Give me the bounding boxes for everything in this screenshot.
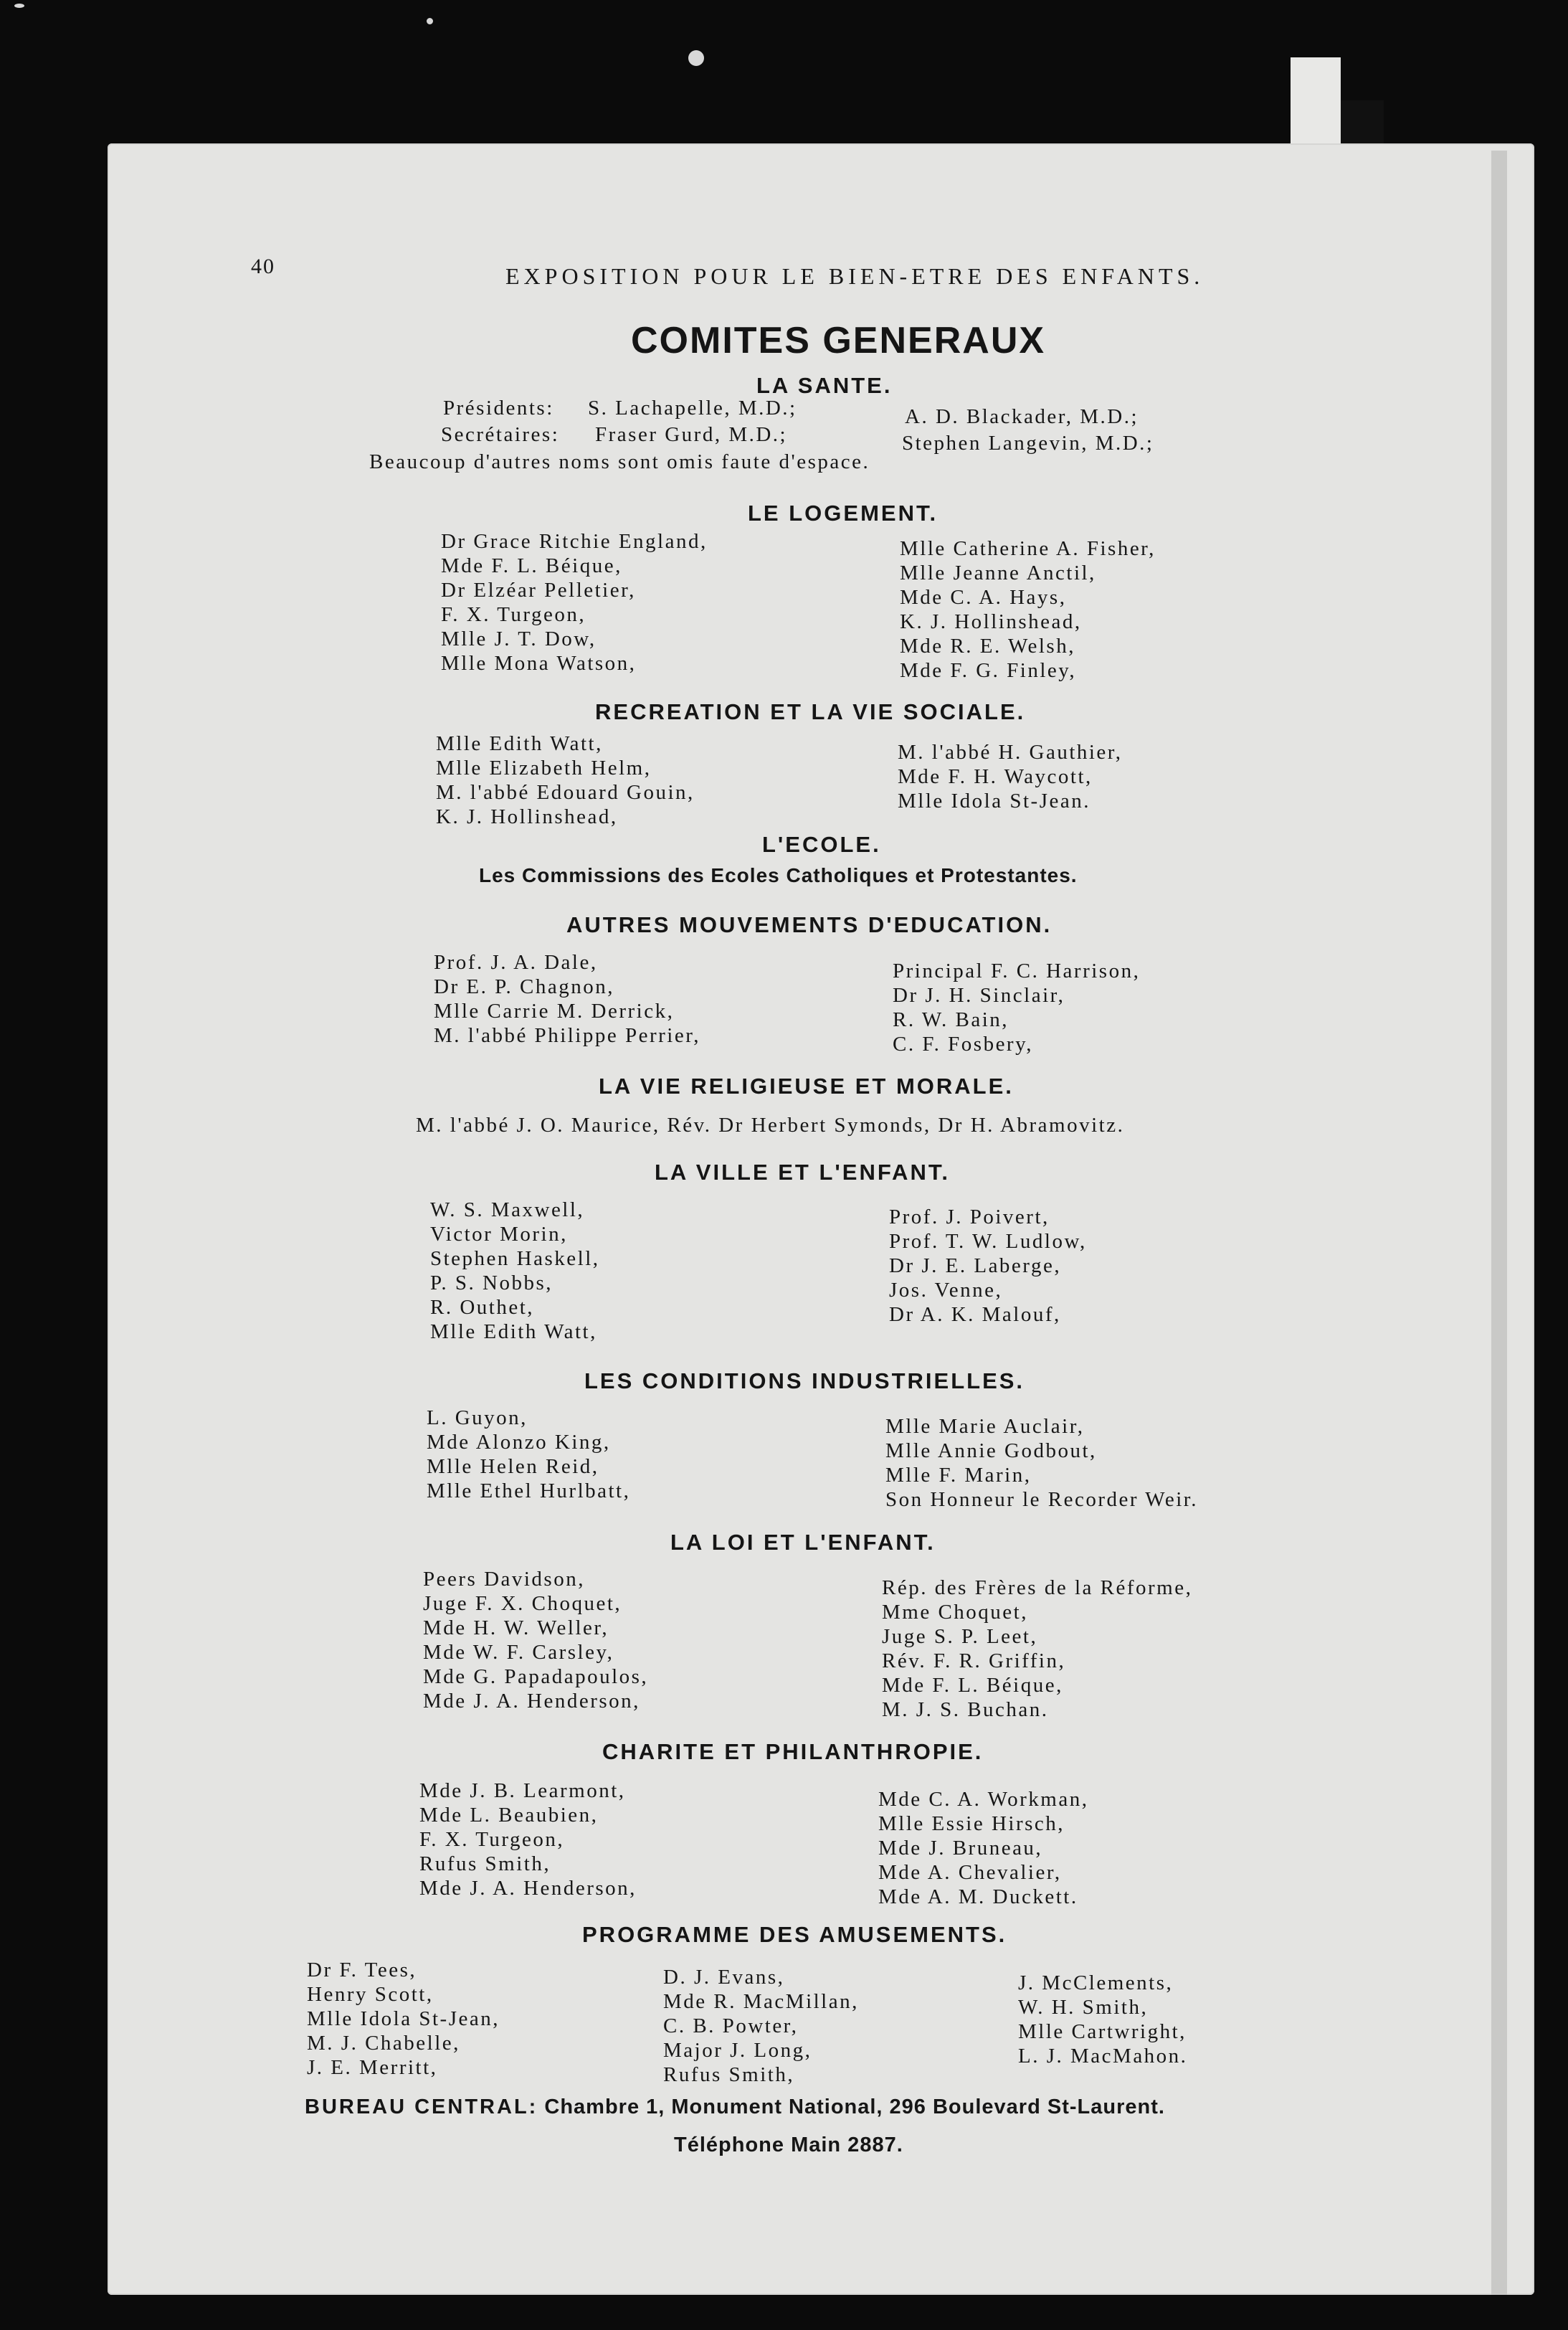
programme-col3-list	[1018, 1971, 1187, 2068]
list-item: C. F. Fosbery,	[893, 1033, 1033, 1056]
list-item: Dr J. E. Laberge,	[889, 1254, 1062, 1277]
list-item: R. W. Bain,	[893, 1008, 1009, 1031]
list-item: Rufus Smith,	[419, 1852, 551, 1875]
list-item: K. J. Hollinshead,	[436, 805, 618, 828]
industrielles-right-list	[885, 1414, 1198, 1512]
list-item: M. J. S. Buchan.	[882, 1698, 1049, 1721]
list-item: Prof. J. Poivert,	[889, 1206, 1050, 1228]
list-item: Dr E. P. Chagnon,	[434, 975, 614, 998]
list-item: Mlle Mona Watson,	[441, 652, 637, 675]
secretaires-name-a: Fraser Gurd, M.D.;	[595, 423, 788, 446]
list-item: C. B. Powter,	[663, 2014, 799, 2037]
list-item: W. H. Smith,	[1018, 1996, 1149, 2019]
scan-speck	[427, 18, 433, 24]
programme-col2-list	[663, 1965, 859, 2087]
list-item: Mde R. MacMillan,	[663, 1990, 859, 2013]
secretaires-name-b: Stephen Langevin, M.D.;	[902, 432, 1154, 455]
list-item: Principal F. C. Harrison,	[893, 960, 1141, 982]
list-item: Juge F. X. Choquet,	[423, 1592, 622, 1615]
section-heading-ecole: L'ECOLE.	[762, 832, 881, 857]
list-item: Rufus Smith,	[663, 2063, 795, 2086]
list-item: Jos. Venne,	[889, 1279, 1003, 1302]
list-item: Mde L. Beaubien,	[419, 1804, 599, 1827]
list-item: Mde J. A. Henderson,	[423, 1690, 640, 1713]
telephone: Téléphone Main 2887.	[674, 2134, 903, 2156]
list-item: Mde F. H. Waycott,	[898, 765, 1093, 788]
list-item: L. Guyon,	[427, 1406, 528, 1429]
presidents-name-b: A. D. Blackader, M.D.;	[905, 405, 1139, 428]
list-item: Rép. des Frères de la Réforme,	[882, 1576, 1193, 1599]
programme-col1-list	[307, 1958, 500, 2080]
scan-speck	[14, 4, 24, 8]
list-item: Mde G. Papadapoulos,	[423, 1665, 649, 1688]
list-item: M. J. Chabelle,	[307, 2032, 460, 2055]
list-item: Mlle Idola St-Jean.	[898, 790, 1091, 813]
list-item: Mlle Idola St-Jean,	[307, 2007, 500, 2030]
autres-right-list	[893, 959, 1140, 1056]
list-item: Dr F. Tees,	[307, 1959, 417, 1981]
list-item: Mde C. A. Hays,	[900, 586, 1067, 609]
secretaires-label: Secrétaires:	[441, 423, 560, 446]
list-item: Mde F. L. Béique,	[882, 1674, 1063, 1697]
section-heading-programme: PROGRAMME DES AMUSEMENTS.	[582, 1922, 1007, 1947]
section-heading-ville: LA VILLE ET L'ENFANT.	[655, 1160, 950, 1185]
list-item: Rév. F. R. Griffin,	[882, 1649, 1066, 1672]
recreation-left-list	[436, 731, 695, 829]
scan-speck	[688, 50, 704, 66]
autres-left-list	[434, 950, 700, 1048]
list-item: Mde W. F. Carsley,	[423, 1641, 614, 1664]
list-item: Dr Grace Ritchie England,	[441, 530, 708, 553]
charite-right-list	[878, 1787, 1088, 1909]
list-item: Mlle Carrie M. Derrick,	[434, 1000, 675, 1023]
list-item: Prof. J. A. Dale,	[434, 951, 598, 974]
bureau-central-label: BUREAU CENTRAL:	[305, 2095, 538, 2118]
logement-right-list	[900, 536, 1156, 683]
list-item: Mme Choquet,	[882, 1601, 1028, 1624]
section-heading-recreation: RECREATION ET LA VIE SOCIALE.	[595, 699, 1026, 724]
sante-note: Beaucoup d'autres noms sont omis faute d'espace.	[369, 450, 870, 473]
list-item: L. J. MacMahon.	[1018, 2045, 1188, 2068]
section-heading-charite: CHARITE ET PHILANTHROPIE.	[602, 1739, 984, 1764]
list-item: Mde A. Chevalier,	[878, 1861, 1062, 1884]
list-item: Dr Elzéar Pelletier,	[441, 579, 636, 602]
presidents-name-a: S. Lachapelle, M.D.;	[588, 397, 797, 420]
list-item: Mlle Helen Reid,	[427, 1455, 599, 1478]
charite-left-list	[419, 1779, 637, 1900]
list-item: Mlle J. T. Dow,	[441, 628, 597, 650]
list-item: P. S. Nobbs,	[430, 1271, 553, 1294]
list-item: Mde Alonzo King,	[427, 1431, 611, 1454]
list-item: Mde R. E. Welsh,	[900, 635, 1075, 658]
list-item: J. E. Merritt,	[307, 2056, 438, 2079]
presidents-label: Présidents:	[443, 397, 554, 420]
section-heading-sante: LA SANTE.	[756, 373, 893, 398]
list-item: Dr J. H. Sinclair,	[893, 984, 1065, 1007]
list-item: Mlle Edith Watt,	[436, 732, 603, 755]
list-item: Mlle Jeanne Anctil,	[900, 562, 1096, 584]
list-item: Peers Davidson,	[423, 1568, 585, 1591]
bureau-central	[305, 2095, 1165, 2119]
list-item: Victor Morin,	[430, 1223, 568, 1246]
list-item: Mde F. L. Béique,	[441, 554, 622, 577]
list-item: Son Honneur le Recorder Weir.	[885, 1488, 1199, 1511]
ecole-commissions: Les Commissions des Ecoles Catholiques et Protestantes.	[479, 864, 1078, 886]
list-item: F. X. Turgeon,	[441, 603, 586, 626]
list-item: Mlle Edith Watt,	[430, 1320, 597, 1343]
religieuse-members: M. l'abbé J. O. Maurice, Rév. Dr Herbert Symonds, Dr H. Abramovitz.	[416, 1114, 1125, 1137]
loi-right-list	[882, 1576, 1192, 1722]
industrielles-left-list	[427, 1406, 630, 1503]
list-item: Mlle Catherine A. Fisher,	[900, 537, 1156, 560]
ville-right-list	[889, 1205, 1087, 1327]
list-item: Major J. Long,	[663, 2039, 812, 2062]
list-item: F. X. Turgeon,	[419, 1828, 565, 1851]
list-item: Mde A. M. Duckett.	[878, 1885, 1078, 1908]
list-item: Juge S. P. Leet,	[882, 1625, 1038, 1648]
list-item: Mlle Annie Godbout,	[885, 1439, 1097, 1462]
list-item: J. McClements,	[1018, 1971, 1174, 1994]
list-item: M. l'abbé H. Gauthier,	[898, 741, 1123, 764]
section-heading-loi: LA LOI ET L'ENFANT.	[670, 1530, 936, 1555]
list-item: Mde F. G. Finley,	[900, 659, 1077, 682]
document-title: COMITES GENERAUX	[631, 320, 1046, 361]
loi-left-list	[423, 1567, 648, 1713]
list-item: Mde C. A. Workman,	[878, 1788, 1089, 1811]
list-item: Mde H. W. Weller,	[423, 1616, 609, 1639]
bureau-central-address: Chambre 1, Monument National, 296 Boulevard St-Laurent.	[544, 2095, 1165, 2118]
logement-left-list	[441, 529, 708, 676]
list-item: Mlle Essie Hirsch,	[878, 1812, 1065, 1835]
ville-left-list	[430, 1198, 600, 1344]
list-item: Mlle Ethel Hurlbatt,	[427, 1479, 631, 1502]
list-item: D. J. Evans,	[663, 1966, 785, 1989]
list-item: Mde J. A. Henderson,	[419, 1877, 637, 1900]
section-heading-logement: LE LOGEMENT.	[748, 501, 939, 526]
list-item: W. S. Maxwell,	[430, 1198, 585, 1221]
list-item: Henry Scott,	[307, 1983, 434, 2006]
running-title: EXPOSITION POUR LE BIEN-ETRE DES ENFANTS.	[505, 263, 1204, 289]
list-item: M. l'abbé Philippe Perrier,	[434, 1024, 700, 1047]
section-heading-industrielles: LES CONDITIONS INDUSTRIELLES.	[584, 1368, 1025, 1393]
list-item: M. l'abbé Edouard Gouin,	[436, 781, 695, 804]
list-item: Mlle F. Marin,	[885, 1464, 1032, 1487]
list-item: R. Outhet,	[430, 1296, 535, 1319]
page-number: 40	[251, 255, 275, 278]
recreation-right-list	[898, 740, 1123, 813]
list-item: K. J. Hollinshead,	[900, 610, 1082, 633]
list-item: Mlle Cartwright,	[1018, 2020, 1187, 2043]
list-item: Mde J. Bruneau,	[878, 1837, 1043, 1860]
section-heading-religieuse: LA VIE RELIGIEUSE ET MORALE.	[599, 1074, 1014, 1099]
section-heading-autres: AUTRES MOUVEMENTS D'EDUCATION.	[566, 912, 1053, 937]
list-item: Prof. T. W. Ludlow,	[889, 1230, 1087, 1253]
list-item: Mde J. B. Learmont,	[419, 1779, 626, 1802]
list-item: Dr A. K. Malouf,	[889, 1303, 1061, 1326]
page-edge-band	[1491, 151, 1507, 2295]
list-item: Stephen Haskell,	[430, 1247, 600, 1270]
list-item: Mlle Elizabeth Helm,	[436, 757, 652, 780]
list-item: Mlle Marie Auclair,	[885, 1415, 1085, 1438]
